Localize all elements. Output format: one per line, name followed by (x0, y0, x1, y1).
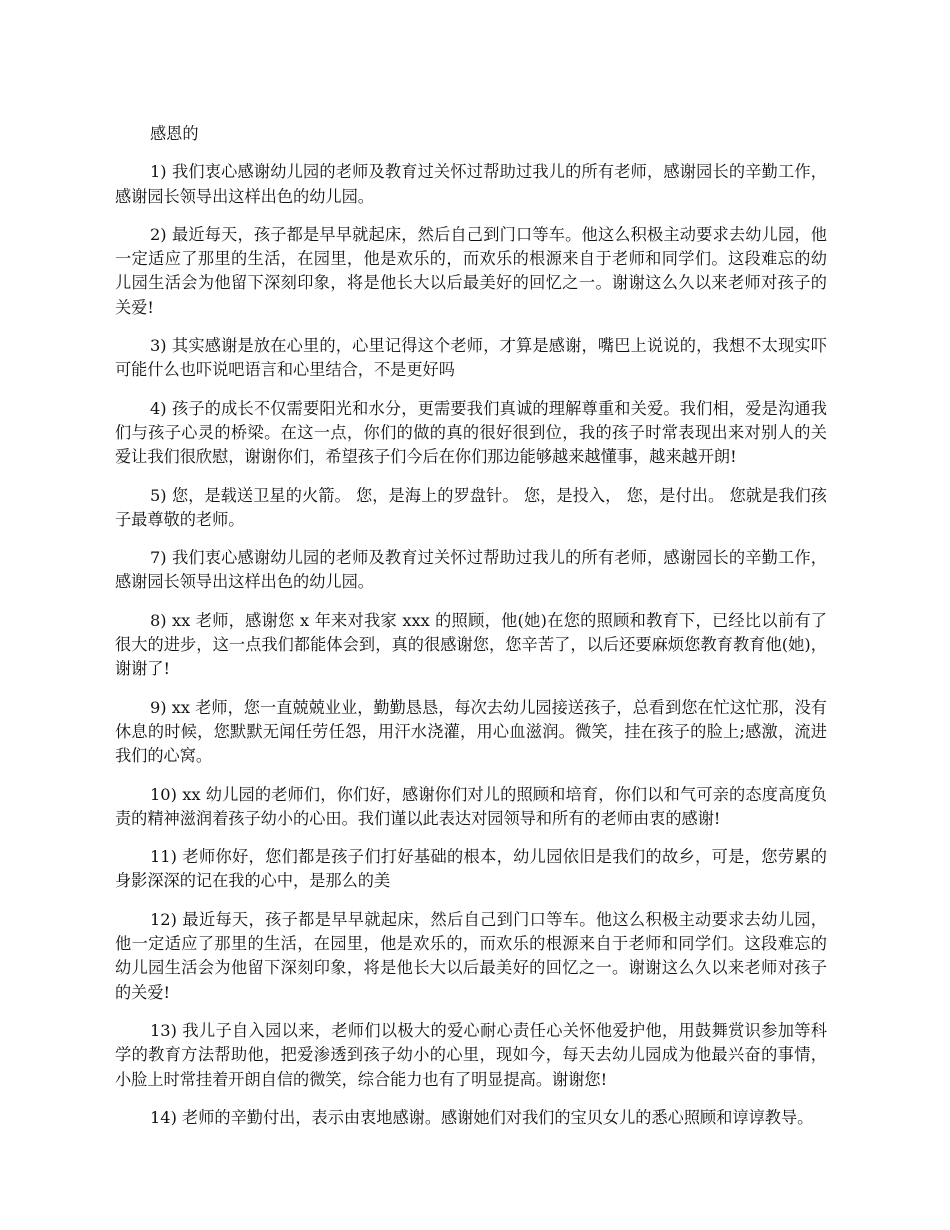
paragraph-5: 5) 您，是载送卫星的火箭。 您，是海上的罗盘针。 您，是投入， 您，是付出。 您就是我们孩子最尊敬的老师。 (115, 485, 827, 529)
paragraph-7: 7) 我们衷心感谢幼儿园的老师及教育过关怀过帮助过我儿的所有老师，感谢园长的辛勤工作，感谢园长领导出这样出色的幼儿园。 (115, 548, 827, 592)
paragraph-9: 9) xx 老师，您一直兢兢业业，勤勤恳恳，每次去幼儿园接送孩子，总看到您在忙这忙那，没有休息的时候，您默默无闻任劳任怨，用汗水浇灌，用心血滋润。微笑，挂在孩子的脸上;感激，流进我们的心窝。 (115, 697, 827, 766)
paragraph-3: 3) 其实感谢是放在心里的，心里记得这个老师，才算是感谢，嘴巴上说说的，我想不太现实吓可能什么也吓说吧语言和心里结合，不是更好吗 (115, 336, 827, 380)
paragraph-1: 1) 我们衷心感谢幼儿园的老师及教育过关怀过帮助过我儿的所有老师，感谢园长的辛勤工作，感谢园长领导出这样出色的幼儿园。 (115, 162, 827, 206)
paragraph-13: 13) 我儿子自入园以来，老师们以极大的爱心耐心责任心关怀他爱护他，用鼓舞赏识参加等科学的教育方法帮助他，把爱渗透到孩子幼小的心里，现如今，每天去幼儿园成为他最兴奋的事情，小脸上时常挂着开朗自信的微笑，综合能力也有了明显提高。谢谢您! (115, 1020, 827, 1089)
paragraph-12: 12) 最近每天，孩子都是早早就起床，然后自己到门口等车。他这么积极主动要求去幼儿园，他一定适应了那里的生活，在园里，他是欢乐的，而欢乐的根源来自于老师和同学们。这段难忘的幼儿园生活会为他留下深刻印象，将是他长大以后最美好的回忆之一。谢谢这么久以来老师对孩子的关爱! (115, 909, 827, 1002)
paragraph-8: 8) xx 老师，感谢您 x 年来对我家 xxx 的照顾，他(她)在您的照顾和教育下，已经比以前有了很大的进步，这一点我们都能体会到，真的很感谢您，您辛苦了，以后还要麻烦您教育教育他(她)，谢谢了! (115, 610, 827, 679)
paragraph-2: 2) 最近每天，孩子都是早早就起床，然后自己到门口等车。他这么积极主动要求去幼儿园，他一定适应了那里的生活，在园里，他是欢乐的，而欢乐的根源来自于老师和同学们。这段难忘的幼儿园生活会为他留下深刻印象，将是他长大以后最美好的回忆之一。谢谢这么久以来老师对孩子的关爱! (115, 224, 827, 317)
paragraph-4: 4) 孩子的成长不仅需要阳光和水分，更需要我们真诚的理解尊重和关爱。我们相，爱是沟通我们与孩子心灵的桥梁。在这一点，你们的做的真的很好很到位，我的孩子时常表现出来对别人的关爱让我们很欣慰，谢谢你们，希望孩子们今后在你们那边能够越来越懂事，越来越开朗! (115, 398, 827, 467)
paragraph-11: 11) 老师你好，您们都是孩子们打好基础的根本，幼儿园依旧是我们的故乡，可是，您劳累的身影深深的记在我的心中，是那么的美 (115, 847, 827, 891)
document-body (115, 122, 827, 1144)
paragraph-10: 10) xx 幼儿园的老师们，你们好，感谢你们对儿的照顾和培育，你们以和气可亲的态度高度负责的精神滋润着孩子幼小的心田。我们谨以此表达对园领导和所有的老师由衷的感谢! (115, 784, 827, 828)
document-title: 感恩的 (150, 124, 199, 143)
paragraph-14: 14) 老师的辛勤付出，表示由衷地感谢。感谢她们对我们的宝贝女儿的悉心照顾和谆谆教导。 (150, 1107, 814, 1127)
